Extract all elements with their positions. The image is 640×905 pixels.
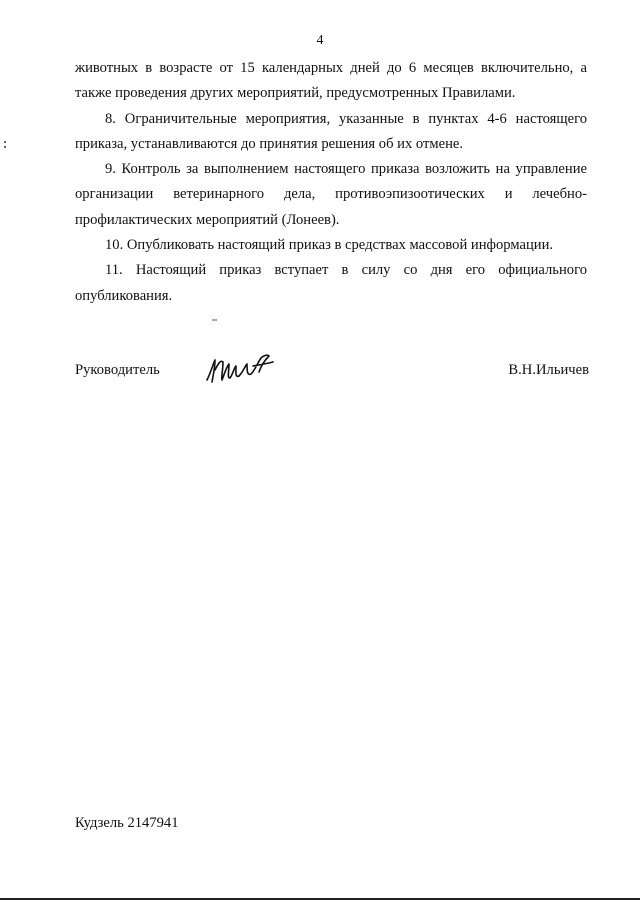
paragraph-continuation: животных в возрасте от 15 календарных дней до 6 месяцев включительно, а также проведения других мероприятий, предусмотренных Правилами. [75,60,587,102]
paragraph-item-8: 8. Ограничительные мероприятия, указанные в пунктах 4-6 настоящего приказа, устанавливаются до принятия решения об их отмене. [75,110,587,152]
margin-mark-icon [2,140,8,150]
paragraph-item-9: 9. Контроль за выполнением настоящего приказа возложить на управление организации ветеринарного дела, противоэпизоотических и лечебно-профилактических мероприятий (Лонеев). [75,161,587,228]
paragraph-item-11: 11. Настоящий приказ вступает в силу со дня его официального опубликования. [75,262,587,304]
stray-mark-icon [212,318,218,322]
executor-reference: Кудзель 2147941 [75,815,179,831]
document-body [75,56,587,309]
scan-edge-line [0,898,640,900]
signature-block [75,352,589,392]
handwritten-signature [203,352,283,388]
signatory-name: В.Н.Ильичев [508,362,589,378]
paragraph-item-10: 10. Опубликовать настоящий приказ в средствах массовой информации. [105,237,554,254]
signatory-title: Руководитель [75,362,160,378]
page-number: 4 [316,33,324,48]
